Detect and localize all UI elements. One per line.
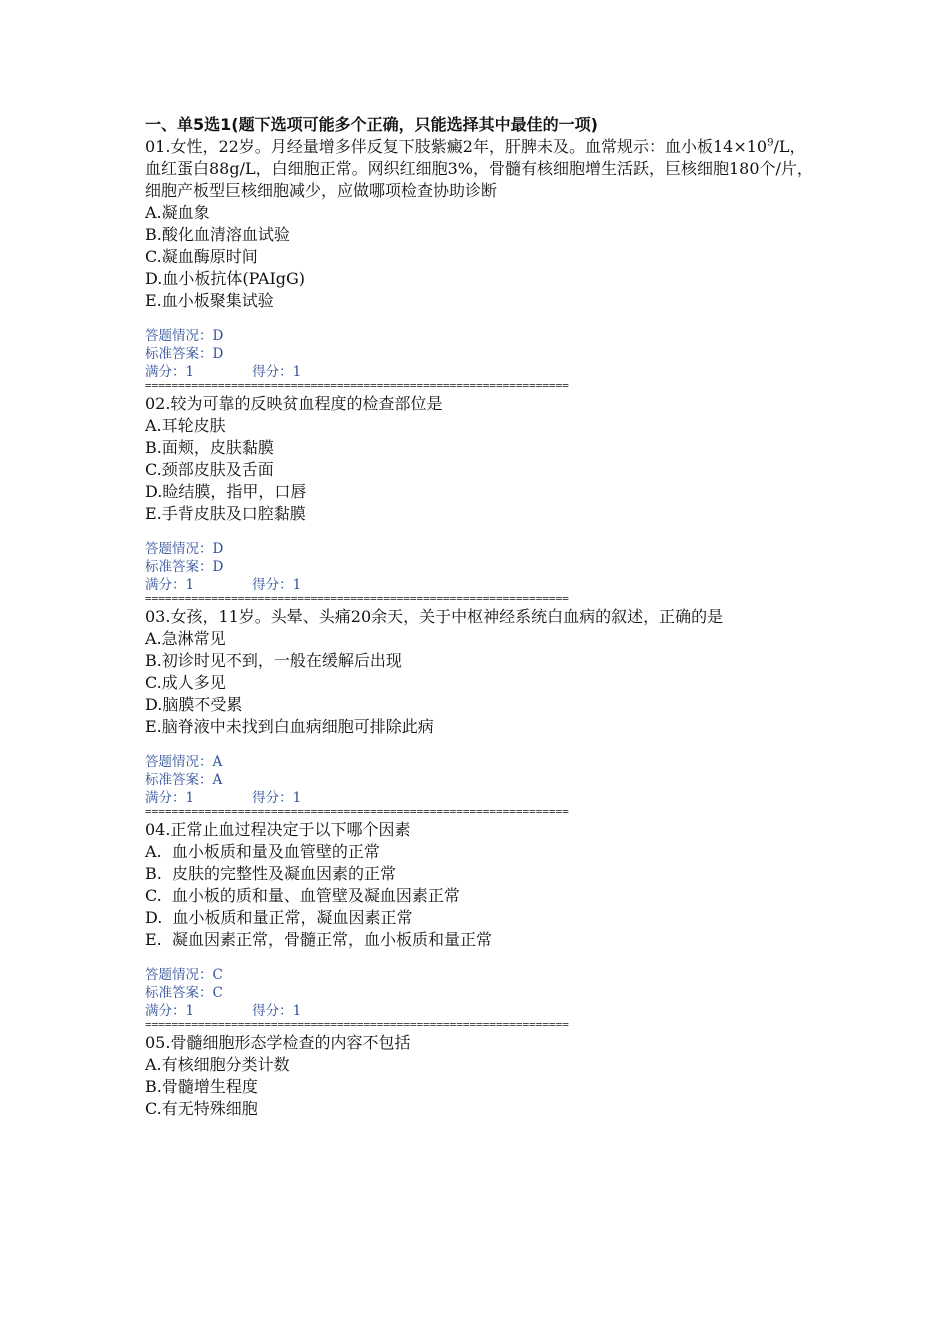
option-b: B. 皮肤的完整性及凝血因素的正常 bbox=[145, 864, 397, 883]
option-c: C.颈部皮肤及舌面 bbox=[145, 460, 274, 479]
option-a: A.凝血象 bbox=[145, 203, 210, 222]
standard-answer: 标准答案：A bbox=[145, 772, 223, 788]
question-03 bbox=[145, 606, 815, 817]
option-d: D.脑膜不受累 bbox=[145, 695, 243, 714]
score-line bbox=[145, 1002, 815, 1020]
answer-status: 答题情况：D bbox=[145, 328, 224, 344]
score-line bbox=[145, 576, 815, 594]
question-04 bbox=[145, 819, 815, 1030]
score-line bbox=[145, 789, 815, 807]
option-b: B.面颊，皮肤黏膜 bbox=[145, 438, 274, 457]
answer-status: 答题情况：C bbox=[145, 967, 223, 983]
separator: ================================================================ bbox=[145, 381, 569, 391]
separator: ================================================================ bbox=[145, 594, 569, 604]
question-01 bbox=[145, 136, 815, 391]
obtained-score: 得分：1 bbox=[252, 790, 302, 806]
section-title: 一、单5选1(题下选项可能多个正确，只能选择其中最佳的一项) bbox=[145, 115, 598, 134]
full-score: 满分：1 bbox=[145, 1003, 195, 1019]
option-e: E.手背皮肤及口腔黏膜 bbox=[145, 504, 306, 523]
question-05 bbox=[145, 1032, 815, 1120]
option-a: A.耳轮皮肤 bbox=[145, 416, 226, 435]
option-d: D.血小板抗体(PAIgG) bbox=[145, 269, 306, 288]
question-02 bbox=[145, 393, 815, 604]
standard-answer: 标准答案：D bbox=[145, 346, 224, 362]
option-d: D.睑结膜，指甲，口唇 bbox=[145, 482, 307, 501]
question-stem: 05.骨髓细胞形态学检查的内容不包括 bbox=[145, 1033, 411, 1052]
question-stem: 04.正常止血过程决定于以下哪个因素 bbox=[145, 820, 411, 839]
obtained-score: 得分：1 bbox=[252, 577, 302, 593]
option-c: C.凝血酶原时间 bbox=[145, 247, 258, 266]
standard-answer: 标准答案：C bbox=[145, 985, 223, 1001]
option-e: E.血小板聚集试验 bbox=[145, 291, 274, 310]
option-b: B.初诊时见不到，一般在缓解后出现 bbox=[145, 651, 402, 670]
question-stem: 02.较为可靠的反映贫血程度的检查部位是 bbox=[145, 394, 443, 413]
option-d: D. 血小板质和量正常，凝血因素正常 bbox=[145, 908, 413, 927]
option-b: B.酸化血清溶血试验 bbox=[145, 225, 290, 244]
full-score: 满分：1 bbox=[145, 790, 195, 806]
separator: ================================================================ bbox=[145, 807, 569, 817]
question-stem: 01.女性，22岁。月经量增多伴反复下肢紫癜2年，肝脾未及。血常规示：血小板$14\times 10^9/L$，血红蛋白88g/L，白细胞正常。网织红细胞3%，骨髓有核细胞增生活跃，巨核细胞180个/片，细胞产板型巨核细胞减少，应做哪项检查协助诊断 bbox=[145, 137, 813, 200]
answer-status: 答题情况：D bbox=[145, 541, 224, 557]
score-line bbox=[145, 363, 815, 381]
standard-answer: 标准答案：D bbox=[145, 559, 224, 575]
obtained-score: 得分：1 bbox=[252, 1003, 302, 1019]
full-score: 满分：1 bbox=[145, 577, 195, 593]
option-e: E. 凝血因素正常，骨髓正常，血小板质和量正常 bbox=[145, 930, 492, 949]
option-c: C.有无特殊细胞 bbox=[145, 1099, 258, 1118]
answer-status: 答题情况：A bbox=[145, 754, 223, 770]
option-a: A. 血小板质和量及血管壁的正常 bbox=[145, 842, 380, 861]
exponent: 9 bbox=[767, 137, 774, 149]
full-score: 满分：1 bbox=[145, 364, 195, 380]
option-a: A.有核细胞分类计数 bbox=[145, 1055, 290, 1074]
obtained-score: 得分：1 bbox=[252, 364, 302, 380]
option-c: C. 血小板的质和量、血管壁及凝血因素正常 bbox=[145, 886, 460, 905]
document-page bbox=[145, 114, 815, 1120]
option-e: E.脑脊液中未找到白血病细胞可排除此病 bbox=[145, 717, 434, 736]
option-a: A.急淋常见 bbox=[145, 629, 226, 648]
separator: ================================================================ bbox=[145, 1020, 569, 1030]
option-c: C.成人多见 bbox=[145, 673, 226, 692]
question-stem: 03.女孩，11岁。头晕、头痛20余天，关于中枢神经系统白血病的叙述，正确的是 bbox=[145, 607, 724, 626]
option-b: B.骨髓增生程度 bbox=[145, 1077, 258, 1096]
